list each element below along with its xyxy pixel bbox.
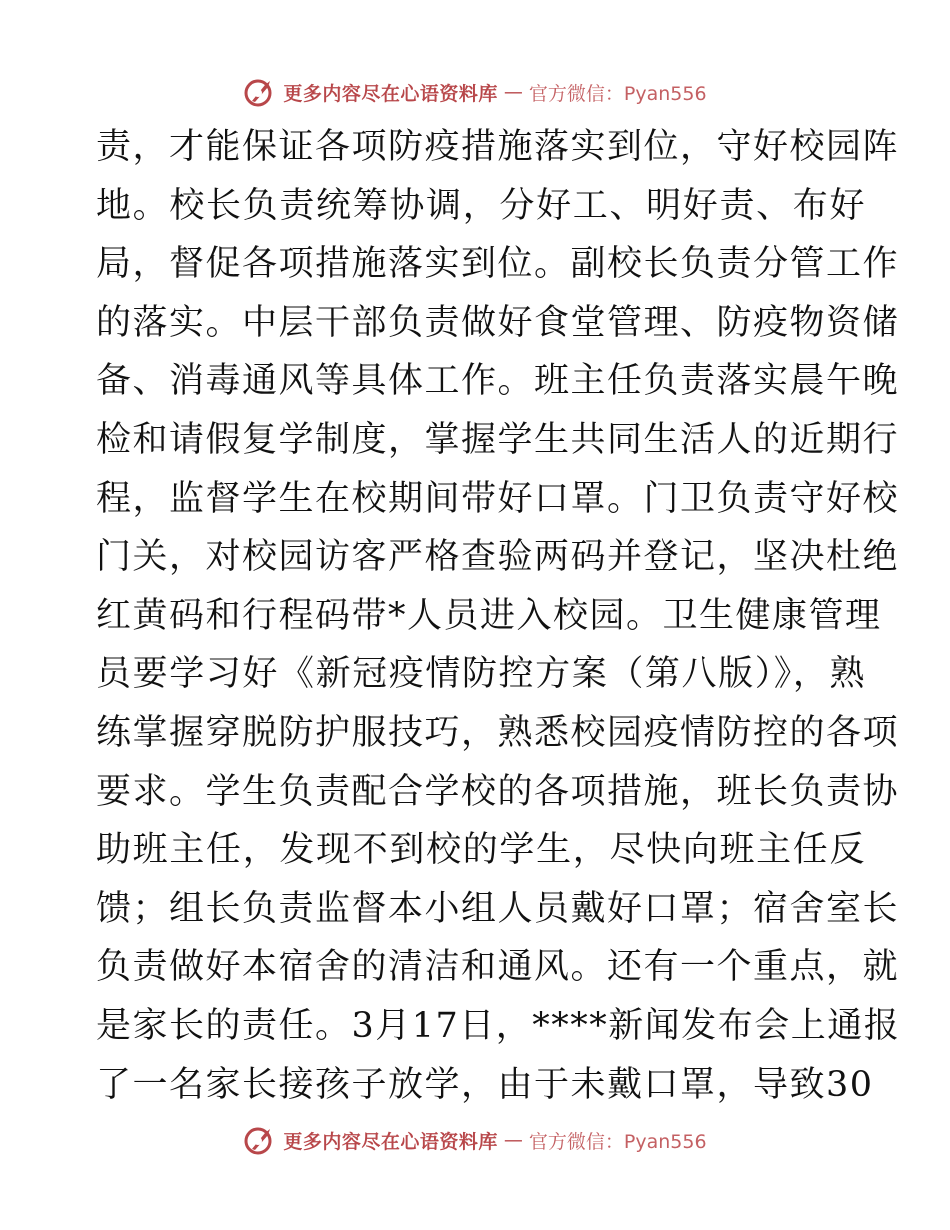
header-separator: — [503,81,523,103]
body-text-line: 备、消毒通风等具体工作。班主任负责落实晨午晚 [96,361,900,402]
body-text-line: 馈；组长负责监督本小组人员戴好口罩；宿舍室长 [96,888,900,929]
body-text-line: 负责做好本宿舍的清洁和通风。还有一个重点，就 [96,947,900,988]
body-text-line: 局，督促各项措施落实到位。副校长负责分管工作 [96,244,900,285]
body-text-line: 的落实。中层干部负责做好食堂管理、防疫物资储 [96,302,900,343]
body-text-line: 助班主任，发现不到校的学生，尽快向班主任反 [96,830,866,871]
footer-separator: — [503,1129,523,1151]
body-text-line: 练掌握穿脱防护服技巧，熟悉校园疫情防控的各项 [96,712,900,753]
body-text-line: 员要学习好《新冠疫情防控方案（第八版）》，熟 [96,654,866,695]
body-text-line: 程，监督学生在校期间带好口罩。门卫负责守好校 [96,478,900,519]
body-text-line: 了一名家长接孩子放学，由于未戴口罩，导致30 [96,1064,874,1105]
header-site-text: 更多内容尽在心语资料库 [283,82,498,105]
footer-wechat-text: 官方微信：Pyan556 [528,1130,707,1153]
document-body [96,118,901,1114]
header-banner [0,72,950,112]
body-text-line: 要求。学生负责配合学校的各项措施，班长负责协 [96,771,900,812]
body-text-line: 是家长的责任。3月17日，****新闻发布会上通报 [96,1005,901,1046]
header-wechat-text: 官方微信：Pyan556 [528,82,707,105]
body-text-line: 检和请假复学制度，掌握学生共同生活人的近期行 [96,419,900,460]
body-text-line: 地。校长负责统筹协调，分好工、明好责、布好 [96,185,866,226]
pen-logo-icon [243,1123,277,1157]
body-text-line: 红黄码和行程码带*人员进入校园。卫生健康管理 [96,595,882,636]
body-text-line: 门关，对校园访客严格查验两码并登记，坚决杜绝 [96,537,900,578]
footer-banner [0,1120,950,1160]
pen-logo-icon [243,75,277,109]
footer-site-text: 更多内容尽在心语资料库 [283,1130,498,1153]
body-text-line: 责，才能保证各项防疫措施落实到位，守好校园阵 [96,127,900,167]
